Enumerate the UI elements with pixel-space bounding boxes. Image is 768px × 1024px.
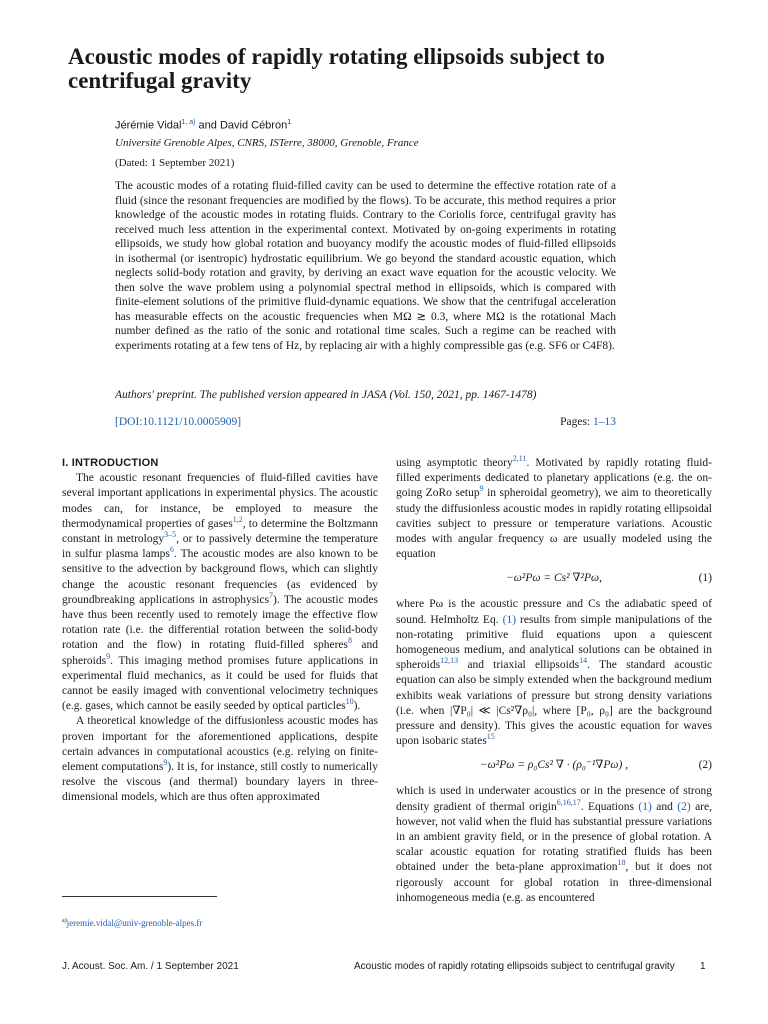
pages-range-link[interactable]: 1–13 [593, 416, 616, 428]
citation-link[interactable]: 7 [269, 591, 274, 600]
paper-title: Acoustic modes of rapidly rotating ellipsoids subject to centrifugal gravity [68, 44, 605, 93]
footnote [62, 918, 202, 928]
equation-body: −ω²Pω = ρ₀Cs² ∇ · (ρ₀⁻¹∇Pω) , [479, 759, 629, 772]
citation-link[interactable]: 1,2 [232, 514, 243, 524]
citation-link[interactable]: 3–5 [164, 530, 177, 540]
paragraph: where Pω is the acoustic pressure and Cs the adiabatic speed of sound. Helmholtz Eq. (1) results from simple manipulations of the non-rotating primitive fluid equations upon a quiescent homogeneous medium, and analytical solutions can be obtained in spheroids$^{12,13}$ and triaxial ellipsoids$^{14}$. The standard acoustic equation can also be simply extended when the background medium exhibits weak variations of pressure but strong density variations (i.e. when |∇P₀| ≪ |Cs²∇ρ₀|, where [P₀, ρ₀] are the background pressure and density). This gives the acoustic equation for waves upon isobaric states$^{15}$ [396, 598, 712, 748]
citation-link[interactable]: 2,11 [512, 454, 527, 464]
page-range [560, 416, 616, 428]
citation-link[interactable]: 9 [479, 484, 484, 494]
author-affiliation-marker: 1 [287, 119, 292, 126]
paragraph: A theoretical knowledge of the diffusionless acoustic modes has proven important for the aforementioned applications, despite certain advances in computational acoustics (e.g. relying on finite-element computations$^9$). It is, for instance, still costly to numerically resolve the viscous (and thermal) boundary layers in three-dimensional models, which are thus often approximated [62, 715, 378, 804]
pages-label: Pages: [560, 416, 591, 428]
paragraph: The acoustic resonant frequencies of fluid-filled cavities have several important applications in experimental physics. The acoustic modes can, for instance, be employed to measure the thermodynamical properties of gases$^{1,2}$, to determine the Boltzmann constant in metrology$^{3-5}$, or to passively determine the temperature in sulfur plasma lamps$^6$. The acoustic modes are also known to be sensitive to the advection by background flows, which can slightly change the acoustic resonant frequencies (as evidenced by groundbreaking applications in astrophysics$^7$). The acoustic modes have thus been recently used to remotely image the effective flow rotation rate (i.e. the differential rotation between the solid-body rotation and the flow) in rotating fluid-filled spheres$^8$ and spheroids$^9$. This imaging method promises future applications in experimental fluid mechanics, as it could be used for fluids that cannot be easily imaged with conventional velocimetry techniques (e.g. gases, which cannot be easily seeded by optical particles$^{10}$). [62, 472, 378, 713]
equation-1 [396, 571, 712, 587]
citation-link[interactable]: 15 [486, 732, 495, 742]
paragraph: which is used in underwater acoustics or in the presence of strong density gradient of thermal origin$^{6,16,17}$. Equations (1) and (2) are, however, not valid when the fluid has substantial pressure variations in an ambient gravity field, or in the presence of global rotation. A scalar acoustic equation for rotating stratified fluids has been obtained under the beta-plane approximation$^{18}$, but it does not rigorously account for global rotation in three-dimensional inhomogeneous media (e.g. as encountered [396, 785, 712, 904]
right-column [396, 456, 712, 906]
section-heading: I. INTRODUCTION [62, 457, 159, 469]
doi-link[interactable]: [DOI:10.1121/10.0005909] [115, 416, 242, 428]
equation-ref-link[interactable]: (1) [638, 800, 652, 813]
equation-ref-link[interactable]: (1) [502, 613, 517, 626]
citation-link[interactable]: 14 [579, 656, 588, 666]
equation-number: (2) [698, 759, 712, 772]
citation-link[interactable]: 6 [169, 545, 174, 555]
paragraph: using asymptotic theory$^{2,11}$. Motivated by rapidly rotating fluid-filled experiments dedicated to planetary applications (e.g. the on-going ZoRo setup$^9$ in spheroidal geometry), we aim to theoretically study the diffusionless acoustic modes in rapidly rotating ellipsoidal cavities subject to pressure or temperature variations. Acoustic modes with angular frequency ω are usually modeled using the equation [396, 454, 712, 561]
authors-preprint-note: Authors' preprint. The published version appeared in JASA (Vol. 150, 2021, pp. 1467-1478) [115, 389, 537, 401]
footnote-rule [62, 896, 217, 897]
abstract: The acoustic modes of a rotating fluid-filled cavity can be used to determine the effective rotation rate of a fluid (since the resonant frequencies are modified by the flows). To be accurate, this method requires a prior knowledge of the acoustic modes in rotating fluids. Contrary to the Coriolis force, centrifugal gravity has received much less attention in the experimental context. Motivated by on-going experiments in rotating ellipsoids, we study how global rotation and buoyancy modify the acoustic modes of fluid-filled ellipsoids in isothermal (or isentropic) hydrostatic equilibrium. We go beyond the standard acoustic equation, which neglects solid-body rotation and gravity, by deriving an exact wave equation for the acoustic velocity. We then solve the wave problem using a polynomial spectral method in ellipsoids, which is compared with finite-element solutions of the primitive fluid-dynamic equations. We show that the centrifugal acceleration has measurable effects on the acoustic frequencies when MΩ ≳ 0.3, where MΩ is the rotational Mach number defined as the ratio of the sonic and rotational time scales. Such a regime can be reached with experiments rotating at a few tens of Hz, by replacing air with a highly compressible gas (e.g. SF6 or C4F8). [115, 180, 616, 352]
author-name: and David Cébron [198, 119, 288, 132]
equation-number: (1) [698, 572, 712, 585]
left-column [62, 456, 378, 806]
author-affiliation-marker[interactable]: 1, a) [181, 119, 196, 126]
email-link[interactable]: jeremie.vidal@univ-grenoble-alpes.fr [66, 918, 203, 928]
equation-ref-link[interactable]: (2) [677, 800, 691, 813]
citation-link[interactable]: 6,16,17 [556, 797, 581, 807]
footnote-marker: a) [62, 918, 67, 924]
citation-link[interactable]: 10 [345, 697, 354, 707]
citation-link[interactable]: 9 [163, 758, 168, 768]
citation-link[interactable]: 8 [348, 636, 353, 646]
dated-line: (Dated: 1 September 2021) [115, 157, 235, 169]
affiliation: Université Grenoble Alpes, CNRS, ISTerre, 38000, Grenoble, France [115, 137, 419, 149]
page-number: 1 [700, 961, 706, 972]
author-list [115, 119, 291, 132]
equation-2 [396, 758, 712, 774]
citation-link[interactable]: 9 [106, 651, 111, 661]
equation-body: −ω²Pω = Cs² ∇²Pω, [506, 572, 602, 585]
running-footer-journal: J. Acoust. Soc. Am. / 1 September 2021 [62, 961, 239, 972]
citation-link[interactable]: 12,13 [440, 656, 459, 666]
author-name: Jérémie Vidal [115, 119, 182, 132]
citation-link[interactable]: 18 [617, 858, 626, 868]
running-footer-title: Acoustic modes of rapidly rotating ellipsoids subject to centrifugal gravity [354, 961, 675, 972]
